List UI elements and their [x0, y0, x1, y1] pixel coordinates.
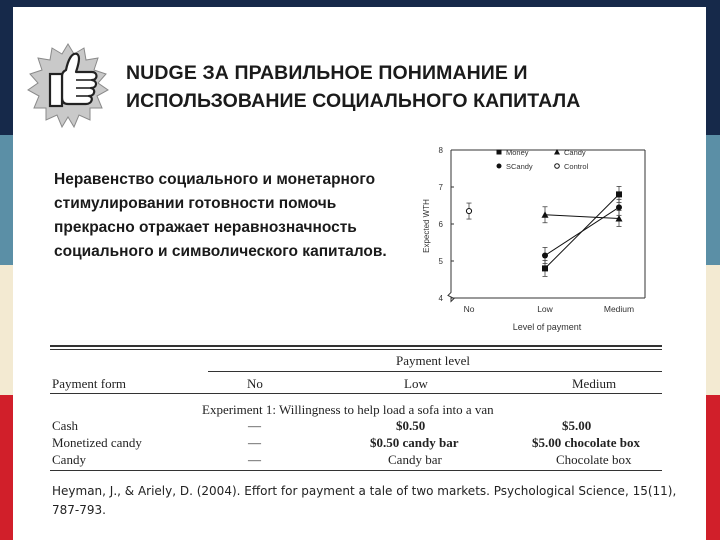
expected-wth-chart — [405, 138, 665, 338]
payment-table — [50, 345, 662, 475]
legend-label: Control — [564, 162, 589, 171]
table-row-no: — — [248, 435, 261, 450]
data-point — [616, 191, 622, 197]
legend-label: SCandy — [506, 162, 533, 171]
table-row-form: Candy — [52, 452, 86, 467]
table-row-low: Candy bar — [388, 452, 442, 467]
y-tick-label: 7 — [438, 183, 443, 192]
table-row-no: — — [248, 452, 261, 467]
table-row-low: $0.50 — [396, 418, 426, 433]
data-point — [542, 252, 548, 258]
legend-label: Money — [506, 148, 529, 157]
table-group-rule — [208, 371, 662, 372]
legend-marker — [555, 164, 560, 169]
series-line — [545, 207, 619, 255]
table-top-rule-2 — [50, 349, 662, 350]
citation-text: Heyman, J., & Ariely, D. (2004). Effort for payment a tale of two markets. Psychological Science, 15(11), 787-793. — [52, 484, 677, 517]
table-section-label: Experiment 1: Willingness to help load a sofa into a van — [202, 402, 494, 417]
table-row-no: — — [248, 418, 261, 433]
table-row-medium: $5.00 chocolate box — [532, 435, 640, 450]
table-row-low: $0.50 candy bar — [370, 435, 459, 450]
table-row-form: Cash — [52, 418, 78, 433]
y-axis-label: Expected WTH — [422, 199, 431, 253]
series-line — [545, 215, 619, 219]
y-tick-label: 8 — [438, 146, 443, 155]
table-group-header: Payment level — [396, 353, 471, 368]
chart-lines — [545, 194, 619, 268]
col-header-low: Low — [404, 376, 428, 391]
table-row-form: Monetized candy — [52, 435, 142, 450]
table-row-medium: $5.00 — [562, 418, 592, 433]
col-header-medium: Medium — [572, 376, 617, 391]
slide-body-text: Неравенство социального и монетарного стимулировании готовности помочь прекрасно отражает неравнозначность социального и символического капиталов. — [54, 171, 387, 260]
data-point — [542, 265, 548, 271]
x-axis-label: Level of payment — [512, 322, 582, 332]
y-tick-label: 6 — [438, 220, 443, 229]
data-point — [616, 204, 622, 210]
table-header-rule — [50, 393, 662, 394]
table-top-rule — [50, 345, 662, 347]
y-tick-label: 5 — [438, 257, 443, 266]
table-row-medium: Chocolate box — [556, 452, 632, 467]
x-tick-label: Low — [537, 304, 553, 314]
legend-label: Candy — [564, 148, 586, 157]
x-tick-label: Medium — [603, 304, 635, 314]
y-tick-label: 4 — [438, 294, 443, 303]
data-point — [466, 208, 471, 213]
table-bottom-rule — [50, 470, 662, 471]
slide-title: NUDGE ЗА ПРАВИЛЬНОЕ ПОНИМАНИЕ И ИСПОЛЬЗОВАНИЕ СОЦИАЛЬНОГО КАПИТАЛА — [126, 62, 581, 112]
col-header-no: No — [247, 376, 263, 391]
chart-axes — [439, 146, 645, 314]
legend-marker — [497, 150, 502, 155]
legend-marker — [497, 164, 502, 169]
thumbs-up-icon — [22, 40, 114, 132]
col-header-form: Payment form — [52, 376, 127, 391]
x-tick-label: No — [463, 304, 475, 314]
chart-marks — [466, 186, 622, 276]
chart-legend — [497, 148, 589, 171]
chart-axis-frame — [448, 150, 645, 301]
